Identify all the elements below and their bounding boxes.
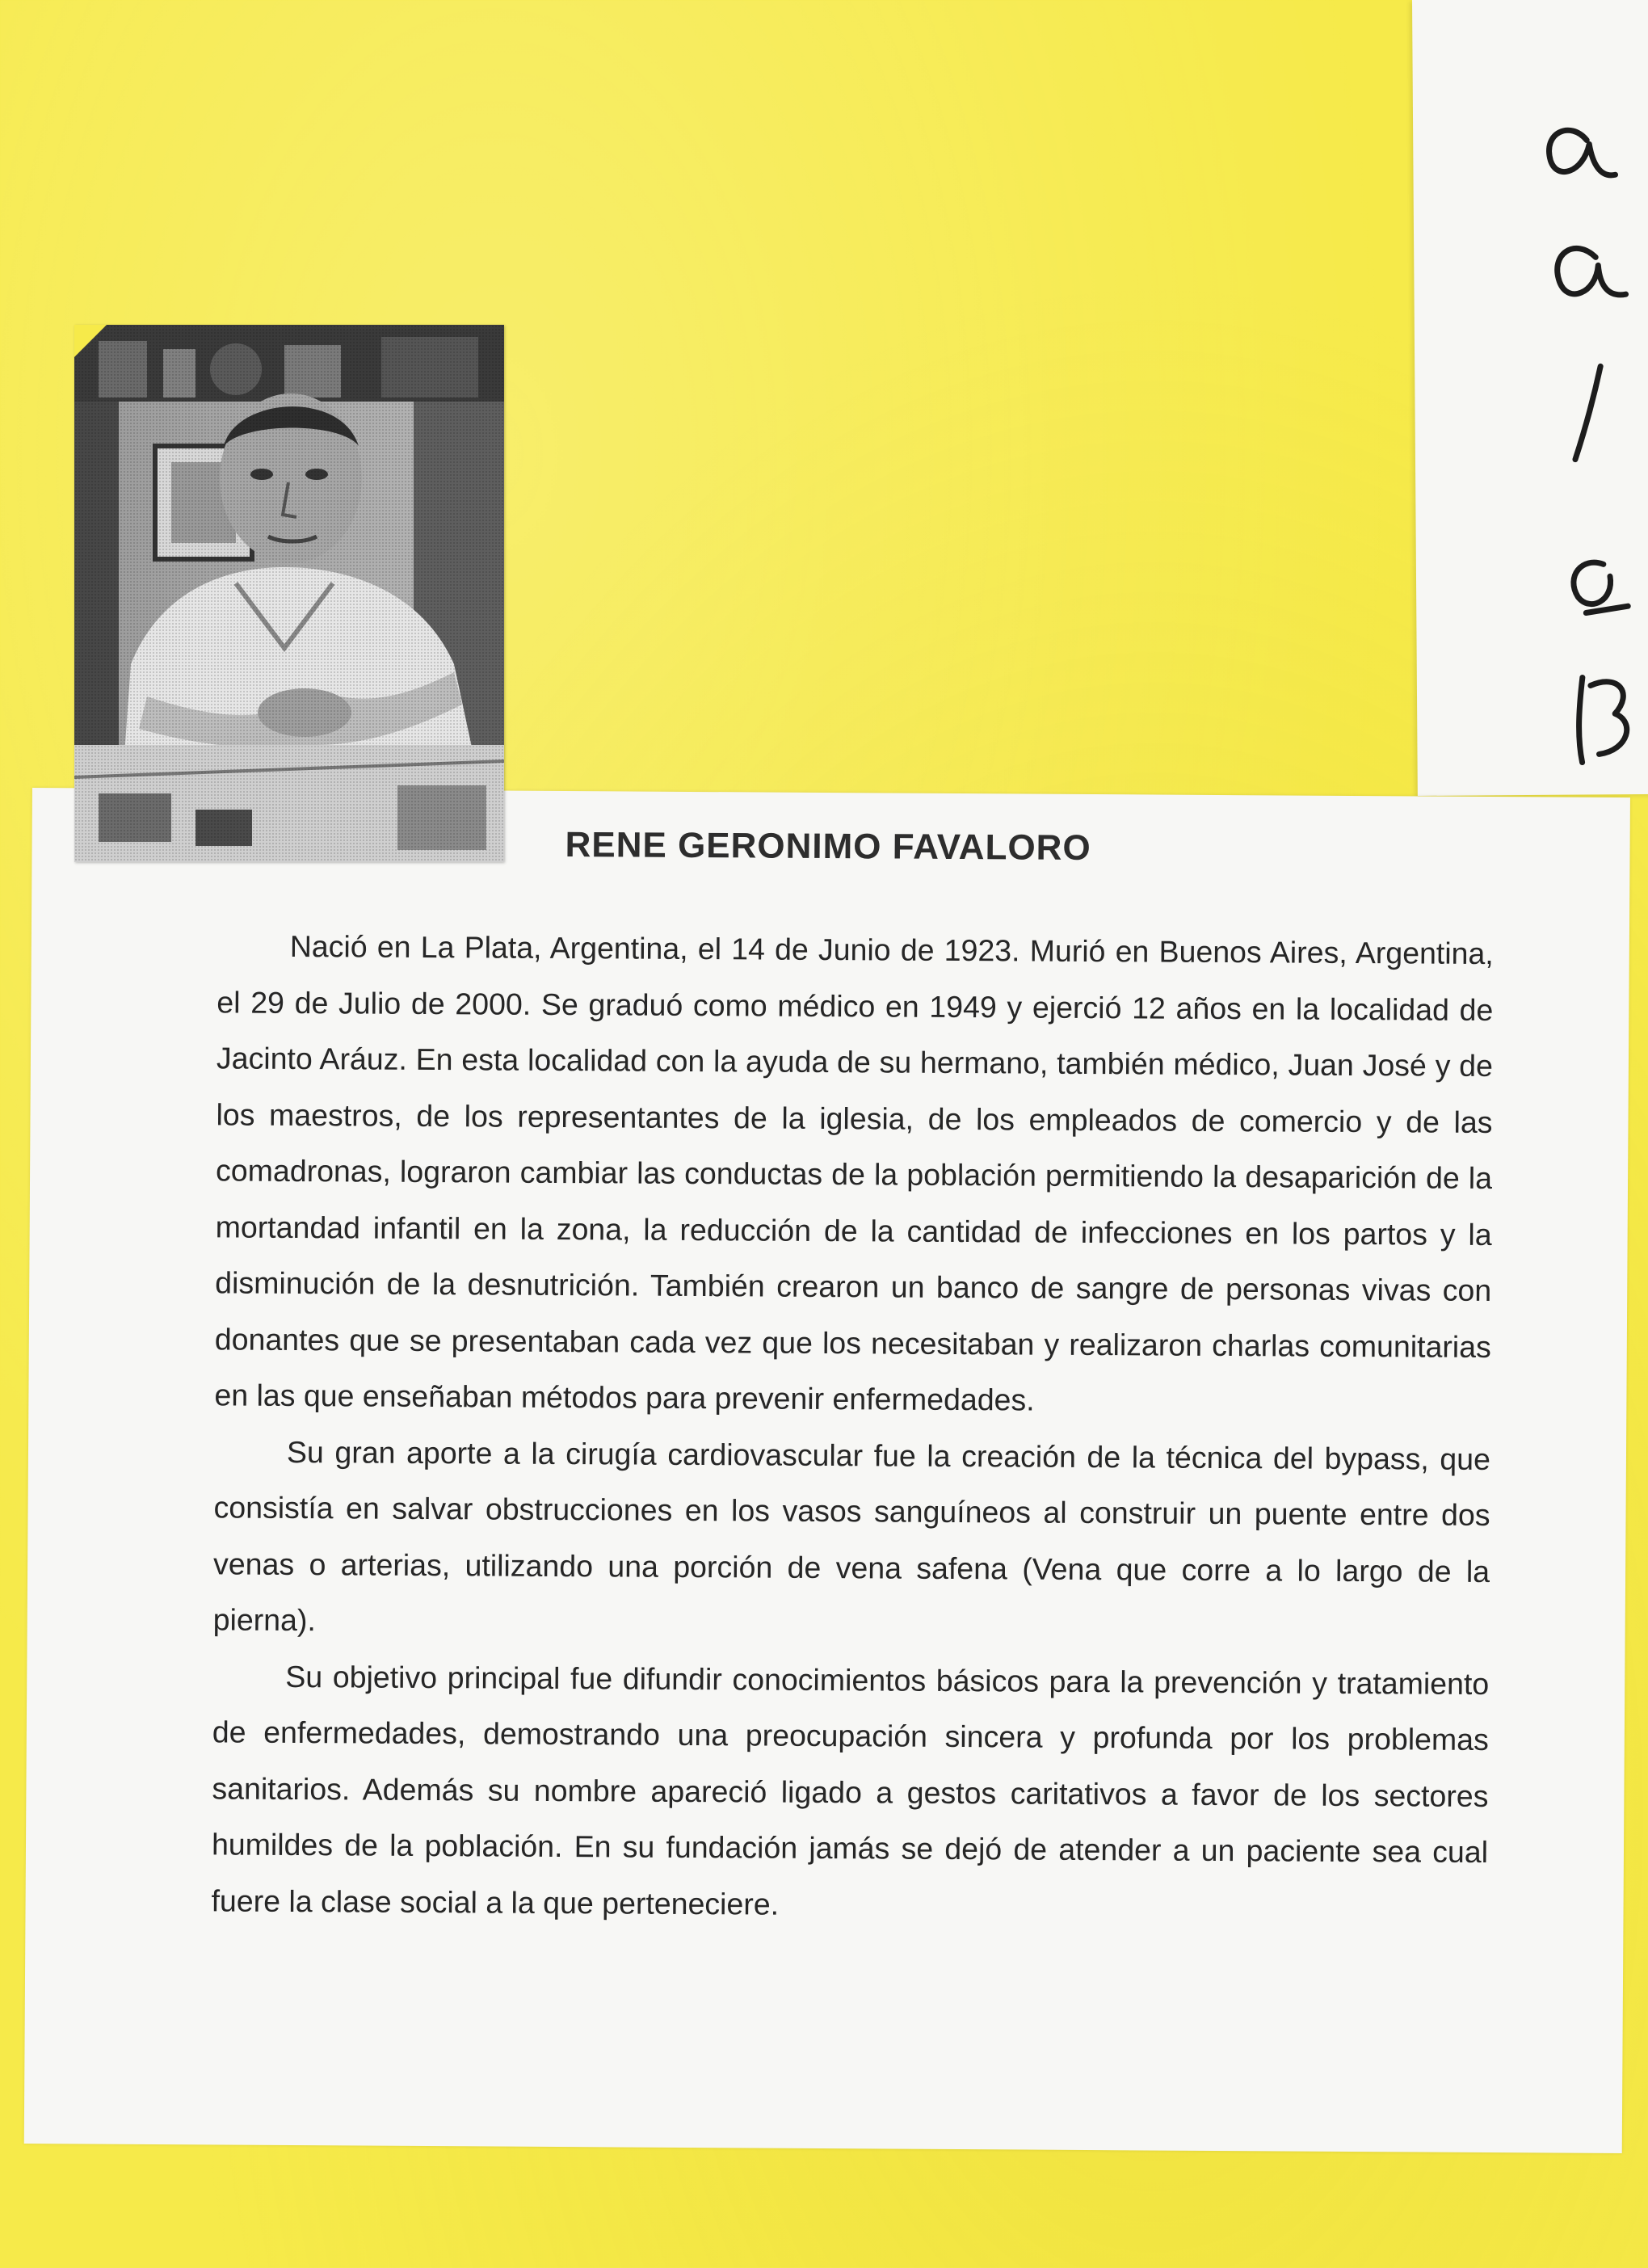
handwritten-sheet bbox=[1412, 0, 1648, 796]
article-paragraph: Nació en La Plata, Argentina, el 14 de Junio de 1923. Murió en Buenos Aires, Argentina, el 29 de Julio de 2000. Se graduó como médico en 1949 y ejerció 12 años en la localidad de Jacinto Aráuz. En esta localidad con la ayuda de su hermano, también médico, Juan José y de los maestros, de los representantes de la iglesia, de los empleados de comercio y de las comadronas, lograron cambiar las conductas de la población permitiendo la desaparición de la mortandad infantil en la zona, la reducción de la cantidad de infecciones en los partos y la disminución de la desnutrición. También crearon un banco de sangre de personas vivas con donantes que se presentaban cada vez que los necesitaban y realizaron charlas comunitarias en las que enseñaban métodos para prevenir enfermedades. bbox=[214, 928, 1494, 1417]
portrait-photo bbox=[74, 325, 504, 862]
article-paragraph: Su gran aporte a la cirugía cardiovascular fue la creación de la técnica del bypass, que consistía en salvar obstrucciones en los vasos sanguíneos al construir un puente entre dos venas o arterias, utilizando una porción de vena safena (Vena que corre a lo largo de la pierna). bbox=[212, 1434, 1491, 1638]
article-paragraph: Su objetivo principal fue difundir conocimientos básicos para la prevención y tratamiento de enfermedades, demostrando una preocupación sincera y profunda por los problemas sanitarios. Además su nombre apareció ligado a gestos caritativos a favor de los sectores humildes de la población. En su fundación jamás se dejó de atender a un paciente sea cual fuere la clase social a la que perteneciere. bbox=[211, 1659, 1490, 1921]
article-title: RENE GERONIMO FAVALORO bbox=[565, 825, 1091, 869]
article-sheet bbox=[24, 788, 1630, 2153]
handwriting-icon bbox=[1412, 0, 1648, 796]
portrait-photo-icon bbox=[74, 325, 504, 862]
article-body bbox=[211, 918, 1494, 1937]
